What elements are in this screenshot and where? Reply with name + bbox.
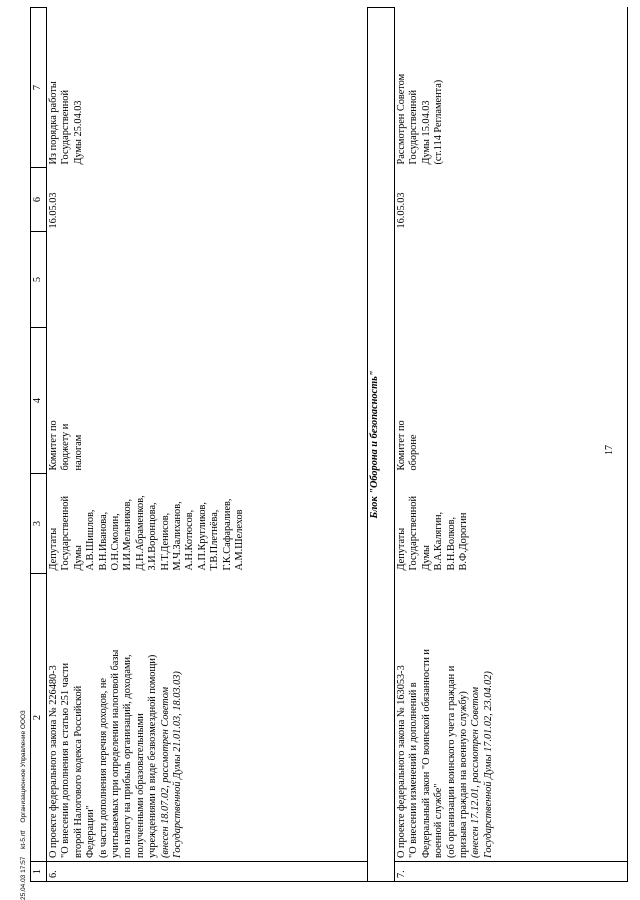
- title-line: Федерации": [85, 805, 97, 858]
- author-line: Д.Н.Абраменков,: [134, 495, 146, 571]
- bill-note: (внесен 18.07.02, рассмотрен Советом: [159, 686, 171, 858]
- footer-filename: kt-5.rtf: [20, 830, 27, 849]
- bill-authors: [395, 474, 628, 574]
- title-line: "О внесении изменений и дополнений в: [408, 682, 420, 858]
- title-line: О проекте федерального закона № 163053-3: [396, 665, 407, 858]
- committee: [47, 328, 368, 474]
- footer: [20, 704, 27, 900]
- header-col-4: 4: [31, 328, 47, 474]
- block-title: Блок "Оборона и безопасность": [368, 8, 395, 882]
- title-line: учреждениями в виде безвозмездной помощи): [147, 654, 159, 858]
- title-line: военной службе": [433, 783, 445, 858]
- author-line: В.Н.Волков,: [445, 516, 457, 571]
- row-number: 7.: [395, 862, 628, 882]
- author-line: А.М.Шелехов: [234, 509, 246, 571]
- title-line: второй Налогового кодекса Российской: [72, 685, 84, 858]
- title-line: Федеральный закон "О воинской обязанности и: [420, 649, 432, 858]
- bill-title: [47, 574, 368, 862]
- bill-authors: [47, 474, 368, 574]
- title-line: (в части дополнения перечня доходов, не: [97, 678, 109, 858]
- table-row: [395, 8, 628, 882]
- remark-line: Государственной: [60, 90, 72, 165]
- author-line: М.Ч.Залиханов,: [172, 501, 184, 571]
- author-line: Государственной: [408, 496, 420, 571]
- committee-line: обороне: [408, 434, 420, 471]
- author-line: Думы: [420, 545, 432, 571]
- author-line: В.Н.Иванова,: [97, 511, 109, 571]
- author-line: А.П.Кругликов,: [196, 502, 208, 571]
- author-line: Депутаты: [396, 527, 407, 571]
- author-line: Т.В.Плетнёва,: [209, 509, 221, 571]
- bill-note: Государственной Думы 21.01.03, 18.03.03): [172, 671, 184, 858]
- author-line: О.Н.Смолин,: [110, 513, 122, 571]
- header-col-7: 7: [31, 8, 47, 168]
- bill-note: (внесен 17.12.01, рассмотрен Советом: [470, 686, 482, 858]
- title-line: полученными образовательными: [134, 713, 146, 858]
- header-col-2: 2: [31, 574, 47, 862]
- title-line: по налогу на прибыль организаций, доходами,: [122, 654, 134, 858]
- author-line: В.Ф.Дорогин: [458, 512, 470, 571]
- committee-line: Комитет по: [396, 420, 407, 471]
- header-col-1: 1: [31, 862, 47, 882]
- author-line: Н.Т.Денисов,: [159, 512, 171, 571]
- title-line: (об организации воинского учета граждан и: [445, 665, 457, 858]
- page-number: 17: [604, 445, 615, 455]
- remark-line: Из порядка работы: [48, 81, 59, 165]
- remark-line: Рассмотрен Советом: [396, 73, 407, 165]
- committee-line: налогам: [72, 434, 84, 471]
- author-line: Государственной: [60, 496, 72, 571]
- author-line: Депутаты: [48, 527, 59, 571]
- remark-cell: [47, 8, 368, 168]
- header-col-6: 6: [31, 168, 47, 232]
- column-5-cell: [395, 232, 628, 328]
- author-line: А.Н.Котюсов,: [184, 509, 196, 571]
- remark-cell: [395, 8, 628, 168]
- block-heading-row: [368, 8, 395, 882]
- table-row: [47, 8, 368, 882]
- author-line: З.И.Воронцова,: [147, 502, 159, 571]
- committee-line: бюджету и: [60, 423, 72, 471]
- table-header-row: [31, 8, 47, 882]
- date-cell: 16.05.03: [47, 168, 368, 232]
- column-5-cell: [47, 232, 368, 328]
- title-line: призыва граждан на военную службу): [458, 691, 470, 858]
- date-cell: 16.05.03: [395, 168, 628, 232]
- author-line: И.И.Мельников,: [122, 498, 134, 571]
- remark-line: (ст.114 Регламента): [433, 79, 445, 165]
- author-line: А.В.Шишлов,: [85, 509, 97, 571]
- title-line: учитываемых при определении налоговой базы: [110, 649, 122, 858]
- footer-org: Организационное Управление ООО3: [20, 710, 27, 823]
- title-line: О проекте федерального закона № 226480-3: [48, 665, 59, 858]
- row-number: 6.: [47, 862, 368, 882]
- remark-line: Государственной: [408, 90, 420, 165]
- header-col-5: 5: [31, 232, 47, 328]
- header-col-3: 3: [31, 474, 47, 574]
- author-line: В.А.Калягин,: [433, 511, 445, 571]
- remark-line: Думы 15.04.03: [420, 100, 432, 165]
- remark-line: Думы 25.04.03: [72, 100, 84, 165]
- bill-note: Государственной Думы 17.01.02, 23.04.02): [482, 671, 494, 858]
- committee-line: Комитет по: [48, 420, 59, 471]
- committee: [395, 328, 628, 474]
- footer-timestamp: 25.04.03 17:57: [20, 856, 27, 900]
- author-line: Думы: [72, 545, 84, 571]
- author-line: Г.К.Сафаралиев,: [221, 498, 233, 571]
- agenda-table: [30, 7, 628, 882]
- bill-title: [395, 574, 628, 862]
- title-line: "О внесении дополнения в статью 251 части: [60, 663, 72, 858]
